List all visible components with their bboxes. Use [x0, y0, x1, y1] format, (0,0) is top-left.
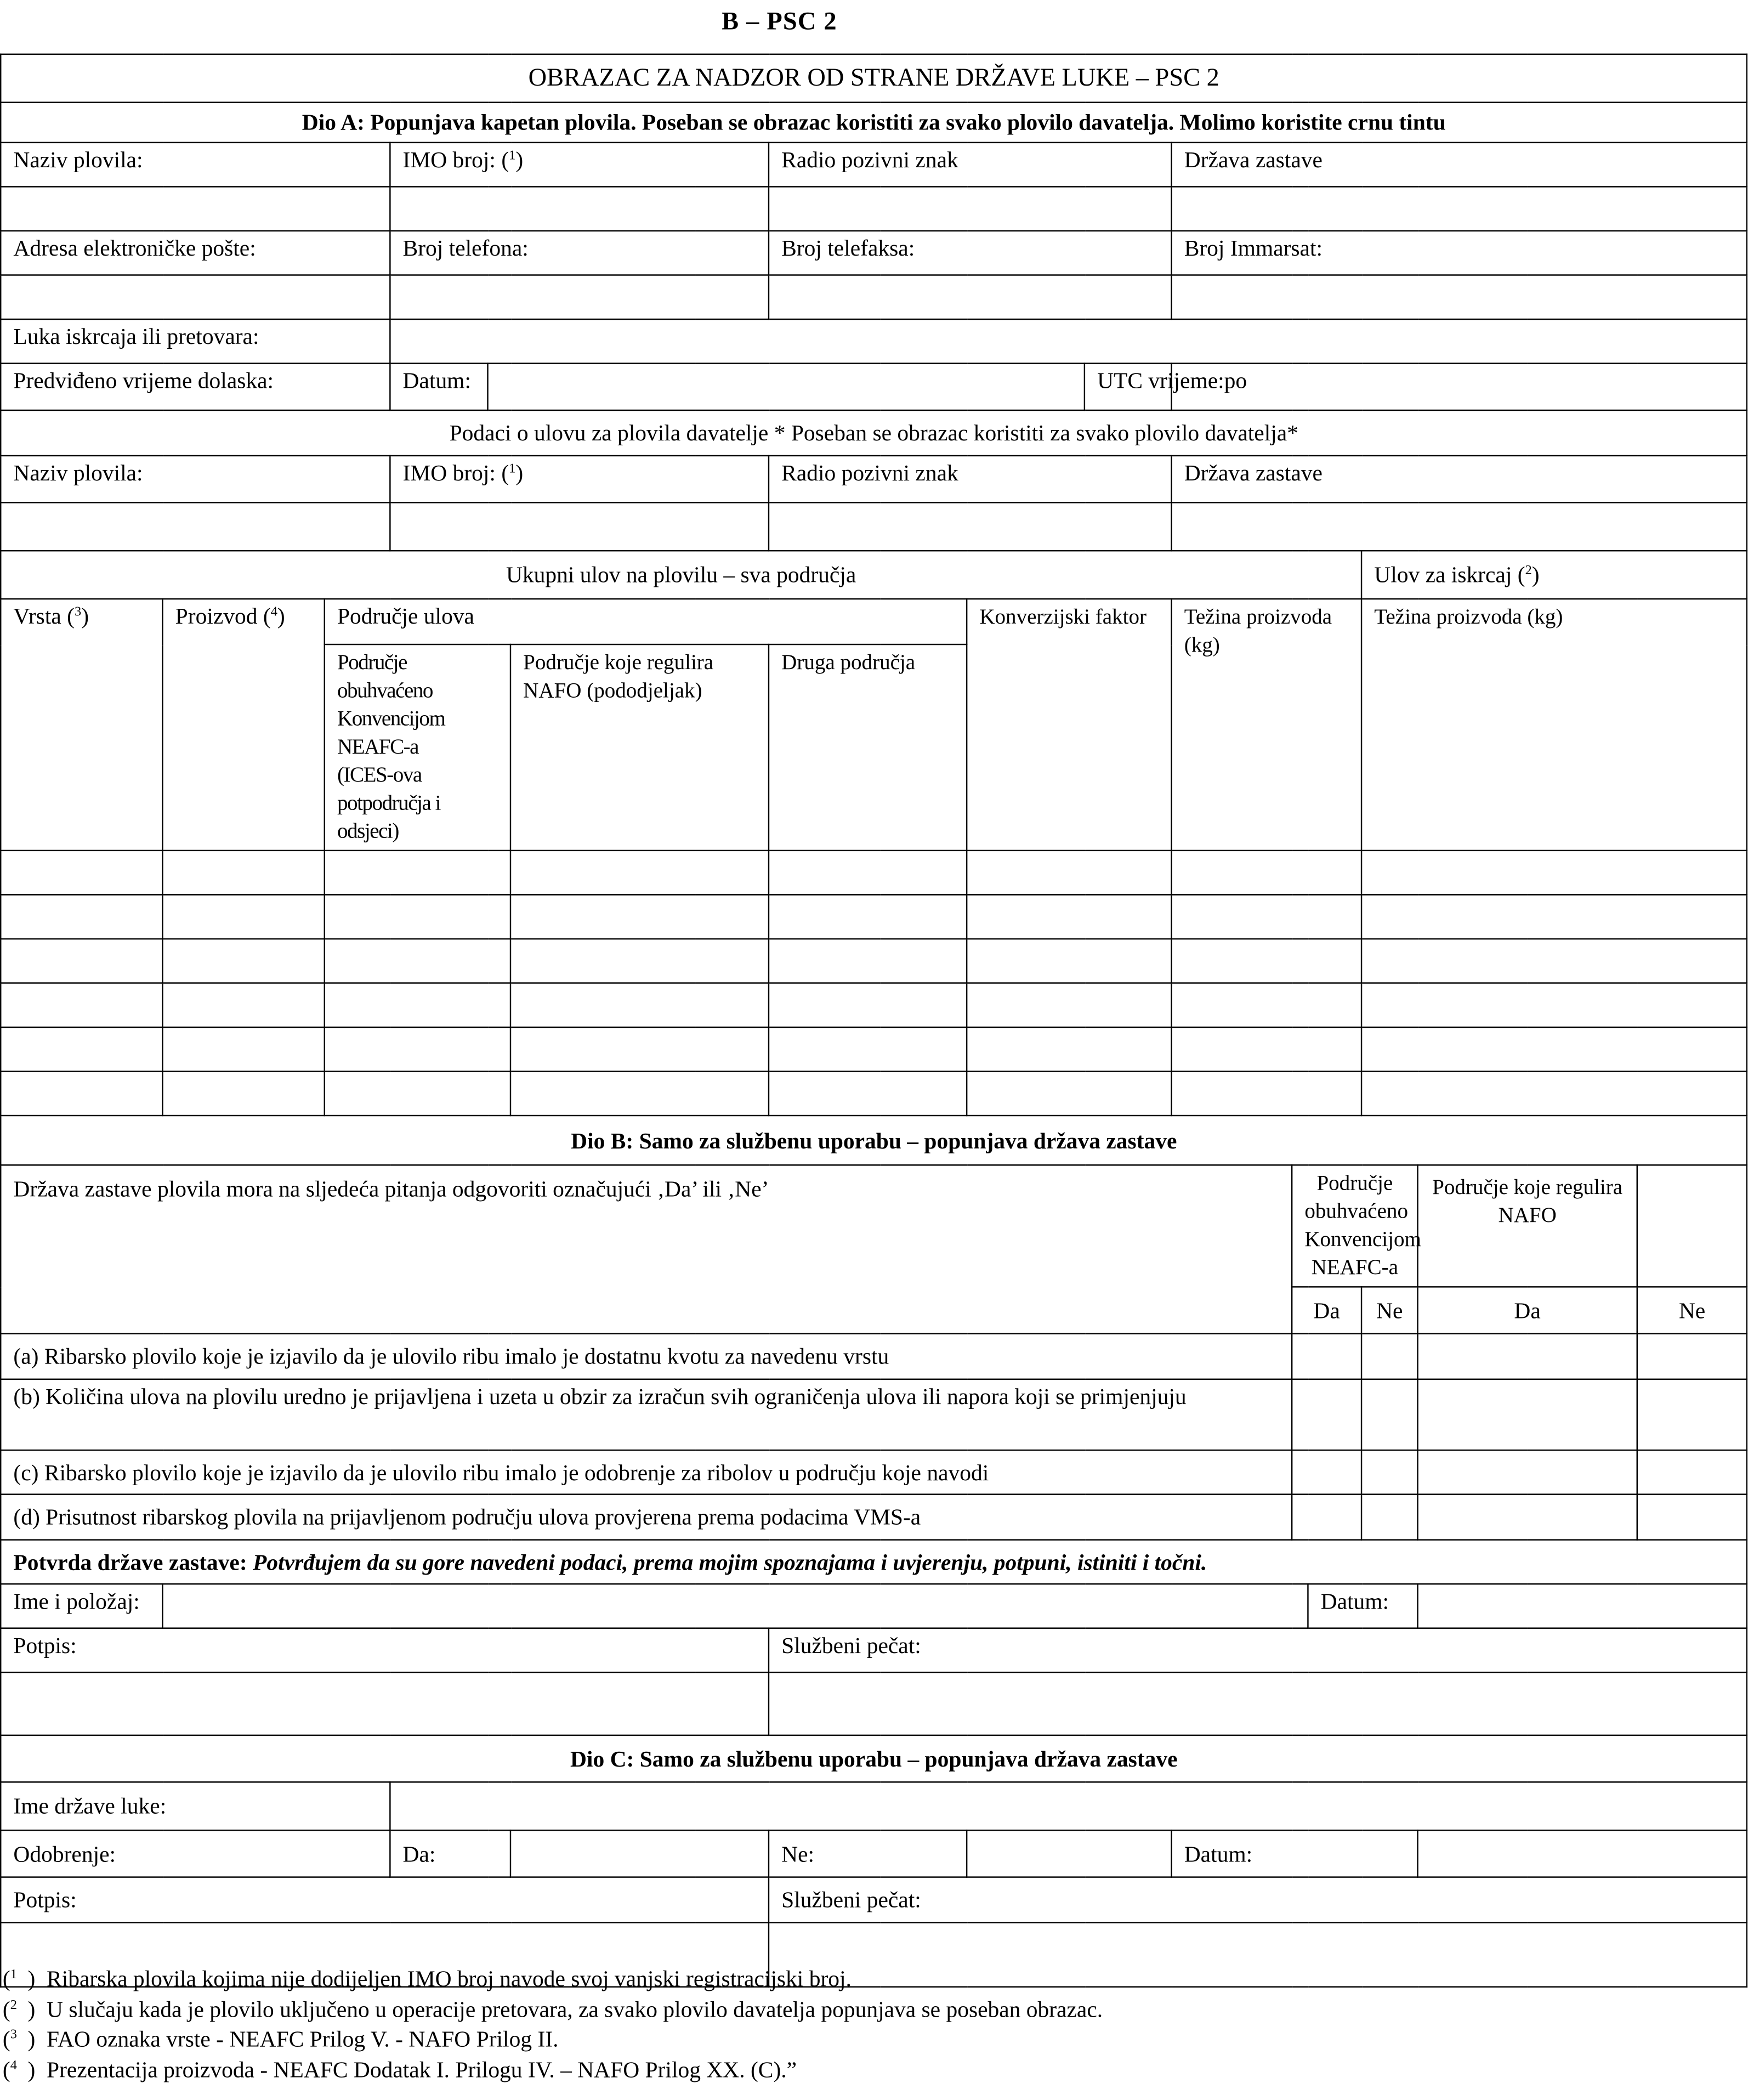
authorisation-no-field[interactable] [967, 1830, 1171, 1877]
catch-cell[interactable] [1, 895, 162, 939]
catch-cell[interactable] [1172, 1027, 1362, 1072]
imo-number-label: IMO broj: ($^1$) [390, 143, 769, 187]
port-field[interactable] [390, 319, 1747, 364]
catch-cell[interactable] [325, 939, 510, 983]
q-c-neafc-no-checkbox[interactable] [1361, 1450, 1417, 1495]
question-a: (a) Ribarsko plovilo koje je izjavilo da je ulovilo ribu imalo je dostatnu kvotu za navedenu vrstu [1, 1334, 1292, 1379]
question-b: (b) Količina ulova na plovilu uredno je prijavljena i uzeta u obzir za izračun svih ograničenja ulova ili napora koji se primjenjuju [1, 1379, 1292, 1450]
q-c-nafo-yes-checkbox[interactable] [1418, 1450, 1637, 1495]
product-header: Proizvod ($^4$) [163, 599, 325, 851]
port-state-field[interactable] [390, 1782, 1747, 1830]
utc-field[interactable] [1172, 364, 1747, 410]
neafc-no-header: Ne [1361, 1287, 1417, 1333]
footnotes [3, 1965, 1555, 2085]
catch-cell[interactable] [769, 1071, 967, 1116]
catch-cell[interactable] [325, 895, 510, 939]
catch-cell[interactable] [769, 895, 967, 939]
donor-radio-field[interactable] [769, 502, 1172, 551]
port-label: Luka iskrcaja ili pretovara: [1, 319, 390, 364]
catch-cell[interactable] [1361, 939, 1747, 983]
vessel-name-field[interactable] [1, 186, 390, 231]
nafo-yes-header: Da [1418, 1287, 1637, 1333]
catch-cell[interactable] [163, 1027, 325, 1072]
catch-cell[interactable] [1172, 895, 1362, 939]
neafc-area-column-header: Područje obuhvaćeno Konvencijom NEAFC-a [1292, 1165, 1417, 1287]
footnote: ($^1$ ) Ribarska plovila kojima nije dodijeljen IMO broj navode svoj vanjski registracijski broj. [2, 1966, 852, 1992]
catch-cell[interactable] [510, 1027, 769, 1072]
neafc-yes-header: Da [1292, 1287, 1361, 1333]
catch-cell[interactable] [510, 939, 769, 983]
catch-cell[interactable] [1172, 939, 1362, 983]
catch-cell[interactable] [325, 1071, 510, 1116]
q-b-neafc-yes-checkbox[interactable] [1292, 1379, 1361, 1450]
catch-cell[interactable] [967, 939, 1171, 983]
q-d-nafo-yes-checkbox[interactable] [1418, 1495, 1637, 1540]
phone-field[interactable] [390, 275, 769, 319]
vessel-name-label: Naziv plovila: [1, 143, 390, 187]
q-a-neafc-yes-checkbox[interactable] [1292, 1334, 1361, 1379]
catch-cell[interactable] [1, 939, 162, 983]
donor-vessel-name-label: Naziv plovila: [1, 456, 390, 502]
catch-row [1, 851, 1747, 895]
q-b-nafo-yes-checkbox[interactable] [1418, 1379, 1637, 1450]
page-heading: B – PSC 2 [722, 8, 837, 36]
catch-cell[interactable] [510, 851, 769, 895]
imo-number-field[interactable] [390, 186, 769, 231]
catch-row [1, 1027, 1747, 1072]
question-c: (c) Ribarsko plovilo koje je izjavilo da je ulovilo ribu imalo je odobrenje za ribolov u području koje navodi [1, 1450, 1292, 1495]
catch-cell[interactable] [1172, 851, 1362, 895]
eta-date-label: Datum: [390, 364, 487, 410]
catch-area-header: Područje ulova [325, 599, 967, 644]
product-weight-header: Težina proizvoda (kg) [1172, 599, 1362, 851]
radio-call-sign-field[interactable] [769, 186, 1172, 231]
part-b-signature-label: Potpis: [1, 1628, 769, 1673]
catch-cell[interactable] [769, 1027, 967, 1072]
port-state-label: Ime države luke: [1, 1782, 390, 1830]
q-a-nafo-no-checkbox[interactable] [1637, 1334, 1747, 1379]
q-a-nafo-yes-checkbox[interactable] [1418, 1334, 1637, 1379]
q-c-neafc-yes-checkbox[interactable] [1292, 1450, 1361, 1495]
species-header: Vrsta ($^3$) [1, 599, 162, 851]
catch-row [1, 895, 1747, 939]
flag-state-confirmation [1, 1540, 1747, 1584]
psc2-form [0, 54, 1748, 1988]
authorisation-label: Odobrenje: [1, 1830, 390, 1877]
q-d-nafo-no-checkbox[interactable] [1637, 1495, 1747, 1540]
part-c-signature-label: Potpis: [1, 1877, 769, 1923]
q-d-neafc-no-checkbox[interactable] [1361, 1495, 1417, 1540]
area-neafc-header: Područje obuhvaćeno Konvencijom NEAFC-a (ICES-ova potpodručja i odsjeci) [325, 644, 510, 851]
part-a-title: Dio A: Popunjava kapetan plovila. Poseban se obrazac koristiti za svako plovilo davatelja. Molimo koristite crnu tintu [1, 103, 1747, 143]
catch-cell[interactable] [325, 1027, 510, 1072]
catch-cell[interactable] [1361, 1027, 1747, 1072]
flag-state-label: Država zastave [1172, 143, 1747, 187]
nafo-no-header: Ne [1637, 1287, 1747, 1333]
catch-cell[interactable] [163, 851, 325, 895]
product-weight-landed-header: Težina proizvoda (kg) [1361, 599, 1747, 851]
question-d: (d) Prisutnost ribarskog plovila na prijavljenom području ulova provjerena prema podacima VMS-a [1, 1495, 1292, 1540]
catch-cell[interactable] [1361, 895, 1747, 939]
catch-cell[interactable] [163, 983, 325, 1027]
catch-cell[interactable] [769, 983, 967, 1027]
catch-cell[interactable] [325, 851, 510, 895]
utc-label: UTC vrijeme:po [1085, 364, 1172, 410]
catch-cell[interactable] [163, 939, 325, 983]
catch-cell[interactable] [1172, 1071, 1362, 1116]
catch-landed-header: Ulov za iskrcaj ($^2$) [1361, 551, 1747, 599]
donor-imo-label: IMO broj: ($^1$) [390, 456, 769, 502]
donor-radio-label: Radio pozivni znak [769, 456, 1172, 502]
part-b-seal-label: Službeni pečat: [769, 1628, 1747, 1673]
donor-flag-field[interactable] [1172, 502, 1747, 551]
part-c-title: Dio C: Samo za službenu uporabu – popunjava država zastave [1, 1735, 1747, 1782]
catch-cell[interactable] [1172, 983, 1362, 1027]
catch-cell[interactable] [325, 983, 510, 1027]
authorisation-no-label: Ne: [769, 1830, 967, 1877]
q-b-nafo-no-checkbox[interactable] [1637, 1379, 1747, 1450]
part-b-seal-field[interactable] [769, 1672, 1747, 1735]
phone-label: Broj telefona: [390, 231, 769, 275]
q-b-neafc-no-checkbox[interactable] [1361, 1379, 1417, 1450]
email-field[interactable] [1, 275, 390, 319]
part-c-seal-label: Službeni pečat: [769, 1877, 1747, 1923]
catch-cell[interactable] [1361, 983, 1747, 1027]
catch-cell[interactable] [510, 983, 769, 1027]
fax-label: Broj telefaksa: [769, 231, 1172, 275]
catch-cell[interactable] [510, 1071, 769, 1116]
catch-cell[interactable] [163, 895, 325, 939]
radio-call-sign-label: Radio pozivni znak [769, 143, 1172, 187]
donor-imo-field[interactable] [390, 502, 769, 551]
q-c-nafo-no-checkbox[interactable] [1637, 1450, 1747, 1495]
nafo-area-column-header: Područje koje regulira NAFO [1418, 1165, 1637, 1287]
catch-cell[interactable] [1, 983, 162, 1027]
footnote: ($^4$ ) Prezentacija proizvoda - NEAFC Dodatak I. Prilogu IV. – NAFO Prilog XX. (C).” [2, 2056, 797, 2082]
part-b-title: Dio B: Samo za službenu uporabu – popunjava država zastave [1, 1116, 1747, 1165]
catch-cell[interactable] [967, 1071, 1171, 1116]
catch-cell[interactable] [967, 983, 1171, 1027]
name-position-label: Ime i položaj: [1, 1584, 162, 1628]
catch-cell[interactable] [1, 1027, 162, 1072]
footnote: ($^2$ ) U slučaju kada je plovilo uključeno u operacije pretovara, za svako plovilo davatelja popunjava se poseban obrazac. [2, 1996, 1103, 2022]
area-other-header: Druga područja [769, 644, 967, 851]
catch-cell[interactable] [769, 851, 967, 895]
name-position-field[interactable] [163, 1584, 1308, 1628]
total-catch-header: Ukupni ulov na plovilu – sva područja [1, 551, 1361, 599]
catch-row [1, 1071, 1747, 1116]
q-d-neafc-yes-checkbox[interactable] [1292, 1495, 1361, 1540]
footnote: ($^3$ ) FAO oznaka vrste - NEAFC Prilog V. - NAFO Prilog II. [2, 2026, 559, 2052]
confirmation-text: Potvrđujem da su gore navedeni podaci, prema mojim spoznajama i uvjerenju, potpuni, istiniti i točni. [253, 1549, 1207, 1575]
area-nafo-header: Područje koje regulira NAFO (pododjeljak) [510, 644, 769, 851]
catch-cell[interactable] [163, 1071, 325, 1116]
part-b-date-field[interactable] [1418, 1584, 1747, 1628]
catch-cell[interactable] [1, 1071, 162, 1116]
catch-row [1, 939, 1747, 983]
part-b-date-label: Datum: [1308, 1584, 1417, 1628]
catch-cell[interactable] [1361, 851, 1747, 895]
inmarsat-field[interactable] [1172, 275, 1747, 319]
authorisation-yes-label: Da: [390, 1830, 510, 1877]
catch-cell[interactable] [967, 1027, 1171, 1072]
flag-state-field[interactable] [1172, 186, 1747, 231]
donor-flag-label: Država zastave [1172, 456, 1747, 502]
confirmation-label: Potvrda države zastave: [13, 1549, 253, 1575]
authorisation-yes-field[interactable] [510, 1830, 769, 1877]
q-a-neafc-no-checkbox[interactable] [1361, 1334, 1417, 1379]
donor-vessel-header: Podaci o ulovu za plovila davatelje * Poseban se obrazac koristiti za svako plovilo davatelja* [1, 410, 1747, 456]
part-b-instruction: Država zastave plovila mora na sljedeća pitanja odgovoriti označujući ‚Da’ ili ‚Ne’ [1, 1165, 1292, 1333]
catch-cell[interactable] [510, 895, 769, 939]
catch-cell[interactable] [1, 851, 162, 895]
conversion-factor-header: Konverzijski faktor [967, 599, 1171, 851]
part-b-signature-field[interactable] [1, 1672, 769, 1735]
catch-cell[interactable] [1361, 1071, 1747, 1116]
eta-date-field[interactable] [488, 364, 1085, 410]
eta-label: Predviđeno vrijeme dolaska: [1, 364, 390, 410]
catch-cell[interactable] [967, 851, 1171, 895]
catch-cell[interactable] [967, 895, 1171, 939]
email-label: Adresa elektroničke pošte: [1, 231, 390, 275]
form-title: OBRAZAC ZA NADZOR OD STRANE DRŽAVE LUKE – PSC 2 [1, 54, 1747, 103]
fax-field[interactable] [769, 275, 1172, 319]
part-c-date-label: Datum: [1172, 1830, 1418, 1877]
part-b-header-spacer [1637, 1165, 1747, 1287]
inmarsat-label: Broj Immarsat: [1172, 231, 1747, 275]
catch-cell[interactable] [769, 939, 967, 983]
donor-vessel-name-field[interactable] [1, 502, 390, 551]
catch-row [1, 983, 1747, 1027]
part-c-date-field[interactable] [1418, 1830, 1747, 1877]
